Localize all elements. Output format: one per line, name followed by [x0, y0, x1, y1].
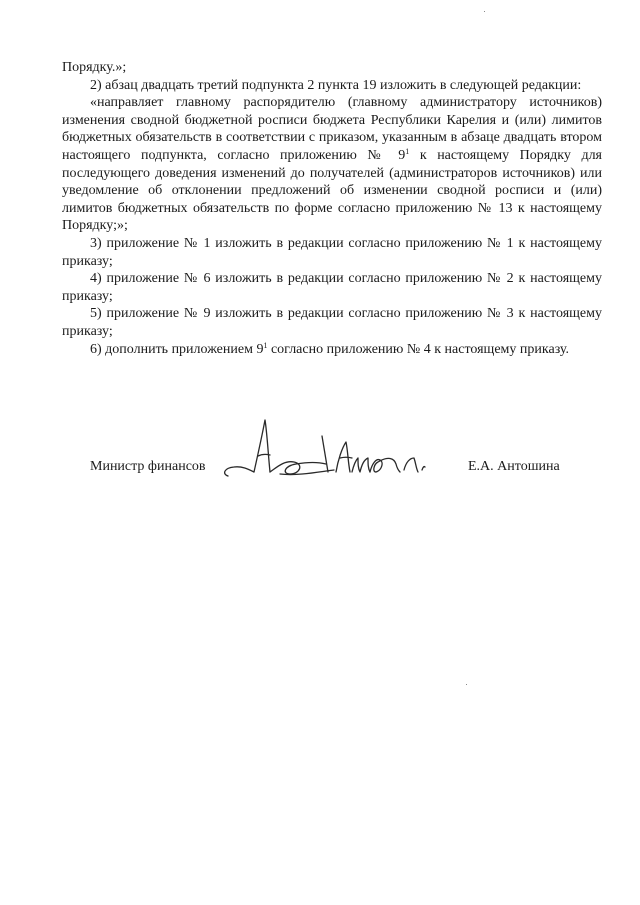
signatory-title: Министр финансов: [90, 459, 206, 474]
paragraph-6-text-a: 6) дополнить приложением 9: [90, 341, 264, 357]
paragraph-2-superscript: 1: [405, 146, 410, 156]
paragraph-3: 3) приложение № 1 изложить в редакции согласно приложению № 1 к настоящему приказу;: [62, 235, 602, 269]
document-body: [62, 59, 602, 358]
signatory-name: Е.А. Антошина: [468, 459, 560, 474]
signature-block: [0, 412, 640, 502]
paragraph-6-superscript: 1: [263, 340, 268, 350]
paragraph-2-text-a: «направляет главному распорядителю (главному администратору источников) изменения сводной бюджетной росписи бюджета Республики Карелия и (или) лимитов бюджетных обязательств в соответствии с приказом, указанным в абзаце двадцать втором настоящего подпункта, согласно приложению № 9: [62, 95, 602, 163]
paragraph-6-text-b: согласно приложению № 4 к настоящему приказу.: [267, 341, 570, 357]
scan-speck: [466, 684, 467, 685]
paragraph-0: Порядку.»;: [62, 60, 127, 75]
paragraph-1: 2) абзац двадцать третий подпункта 2 пункта 19 изложить в следующей редакции:: [90, 77, 582, 93]
scan-speck: [484, 11, 485, 12]
paragraph-6: [62, 341, 602, 359]
paragraph-2-text-b: к настоящему Порядку для последующего доведения изменений до получателей (администраторов источников) или уведомление об отклонении предложений об изменении сводной росписи и (или) лимитов бюджетных обязательств по форме согласно приложению № 13 к настоящему Порядку;»;: [62, 147, 602, 234]
handwritten-signature: [218, 412, 458, 492]
paragraph-4: 4) приложение № 6 изложить в редакции согласно приложению № 2 к настоящему приказу;: [62, 271, 602, 304]
paragraph-2: [62, 94, 602, 235]
paragraph-5: 5) приложение № 9 изложить в редакции согласно приложению № 3 к настоящему приказу;: [62, 306, 602, 339]
